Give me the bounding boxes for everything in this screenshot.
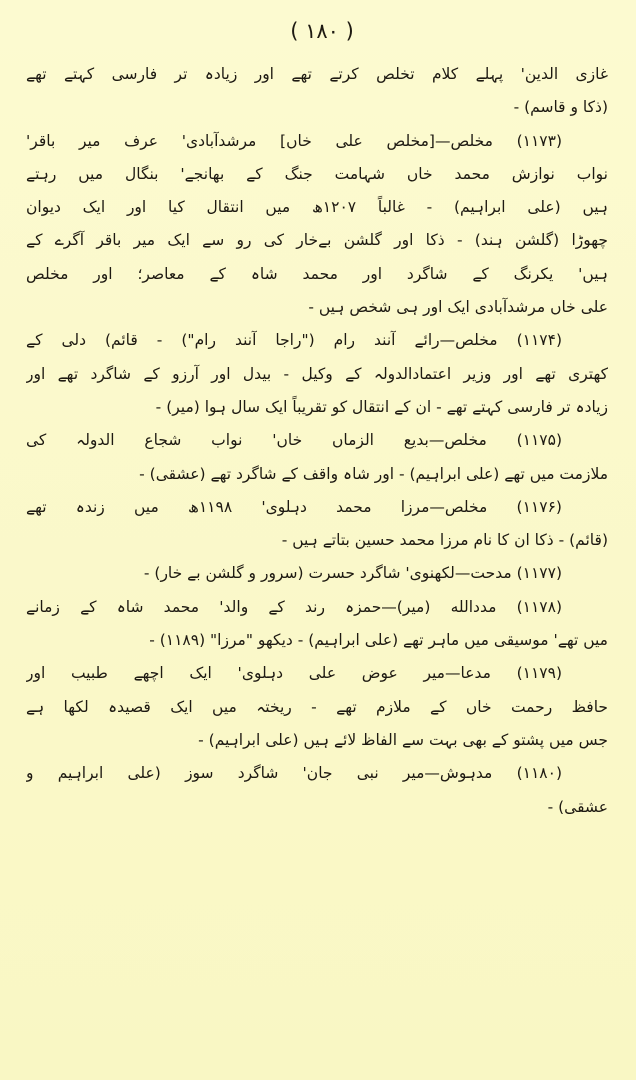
text-line: عشقی) - [547, 797, 608, 816]
text-line: علی خاں مرشدآبادی ایک اور ہی شخص ہیں - [308, 298, 608, 317]
text-line: چھوڑا (گلشن ہند) - ذکا اور گلشن بےخار کی رو سے ایک میر باقر آگرے کے [26, 231, 608, 250]
text-line: (۱۱۷۸) مددالله (میر)—حمزہ رند کے والد' محمد شاہ کے زمانے [26, 597, 562, 616]
text-line: (۱۱۷۳) مخلص—[مخلص علی خاں] مرشدآبادی' عرف میر باقر' [26, 131, 562, 150]
text-line: (۱۱۷۵) مخلص—بدیع الزماں خاں' نواب شجاع الدولہ کی [26, 431, 562, 450]
text-line: زیادہ تر فارسی کہتے تھے - ان کے انتقال کو تقریباً ایک سال ہوا (میر) - [155, 397, 608, 416]
text-line: (ذکا و قاسم) - [513, 98, 608, 117]
text-line: (۱۱۷۶) مخلص—مرزا محمد دہلوی' ۱۱۹۸ھ میں زندہ تھے [26, 497, 562, 516]
text-line: میں تھے' موسیقی میں ماہر تھے (علی ابراہیم) - دیکھو "مرزا" (۱۱۸۹) - [149, 631, 608, 650]
text-line: (۱۱۷۷) مدحت—لکھنوی' شاگرد حسرت (سرور و گلشن بے خار) - [143, 564, 562, 583]
text-line: ہیں' یکرنگ کے شاگرد اور محمد شاہ کے معاصر؛ اور مخلص [26, 264, 608, 283]
text-line: نواب نوازش محمد خاں شہامت جنگ کے بھانجے' بنگال میں رہتے [26, 164, 608, 183]
text-line: جس میں پشتو کے بھی بہت سے الفاظ لائے ہیں (علی ابراہیم) - [198, 730, 608, 749]
body-text [26, 58, 608, 824]
text-line: (قائم) - ذکا ان کا نام مرزا محمد حسین بتاتے ہیں - [281, 531, 608, 550]
text-line: حافظ رحمت خاں کے ملازم تھے - ریختہ میں ایک قصیدہ لکھا ہے [26, 697, 608, 716]
page-number: ( ۱۸۰ ) [290, 19, 354, 43]
text-line: غازی الدین' پہلے کلام تخلص کرتے تھے اور زیادہ تر فارسی کہتے تھے [26, 65, 608, 83]
text-line: (۱۱۸۰) مدہوش—میر نبی جان' شاگرد سوز (علی ابراہیم و [26, 764, 562, 783]
text-line: (۱۱۷۴) مخلص—رائے آنند رام ("راجا آنند رام") - قائم) دلی کے [26, 331, 562, 350]
text-line: ملازمت میں تھے (علی ابراہیم) - اور شاہ واقف کے شاگرد تھے (عشقی) - [139, 464, 608, 483]
text-line: ہیں (علی ابراہیم) - غالباً ۱۲۰۷ھ میں انتقال کیا اور ایک دیوان [26, 198, 608, 217]
text-line: (۱۱۷۹) مدعا—میر عوض علی دہلوی' ایک اچھے طبیب اور [26, 664, 562, 683]
text-line: کھتری تھے اور وزیر اعتمادالدولہ کے وکیل - بیدل اور آرزو کے شاگرد تھے اور [26, 364, 608, 383]
